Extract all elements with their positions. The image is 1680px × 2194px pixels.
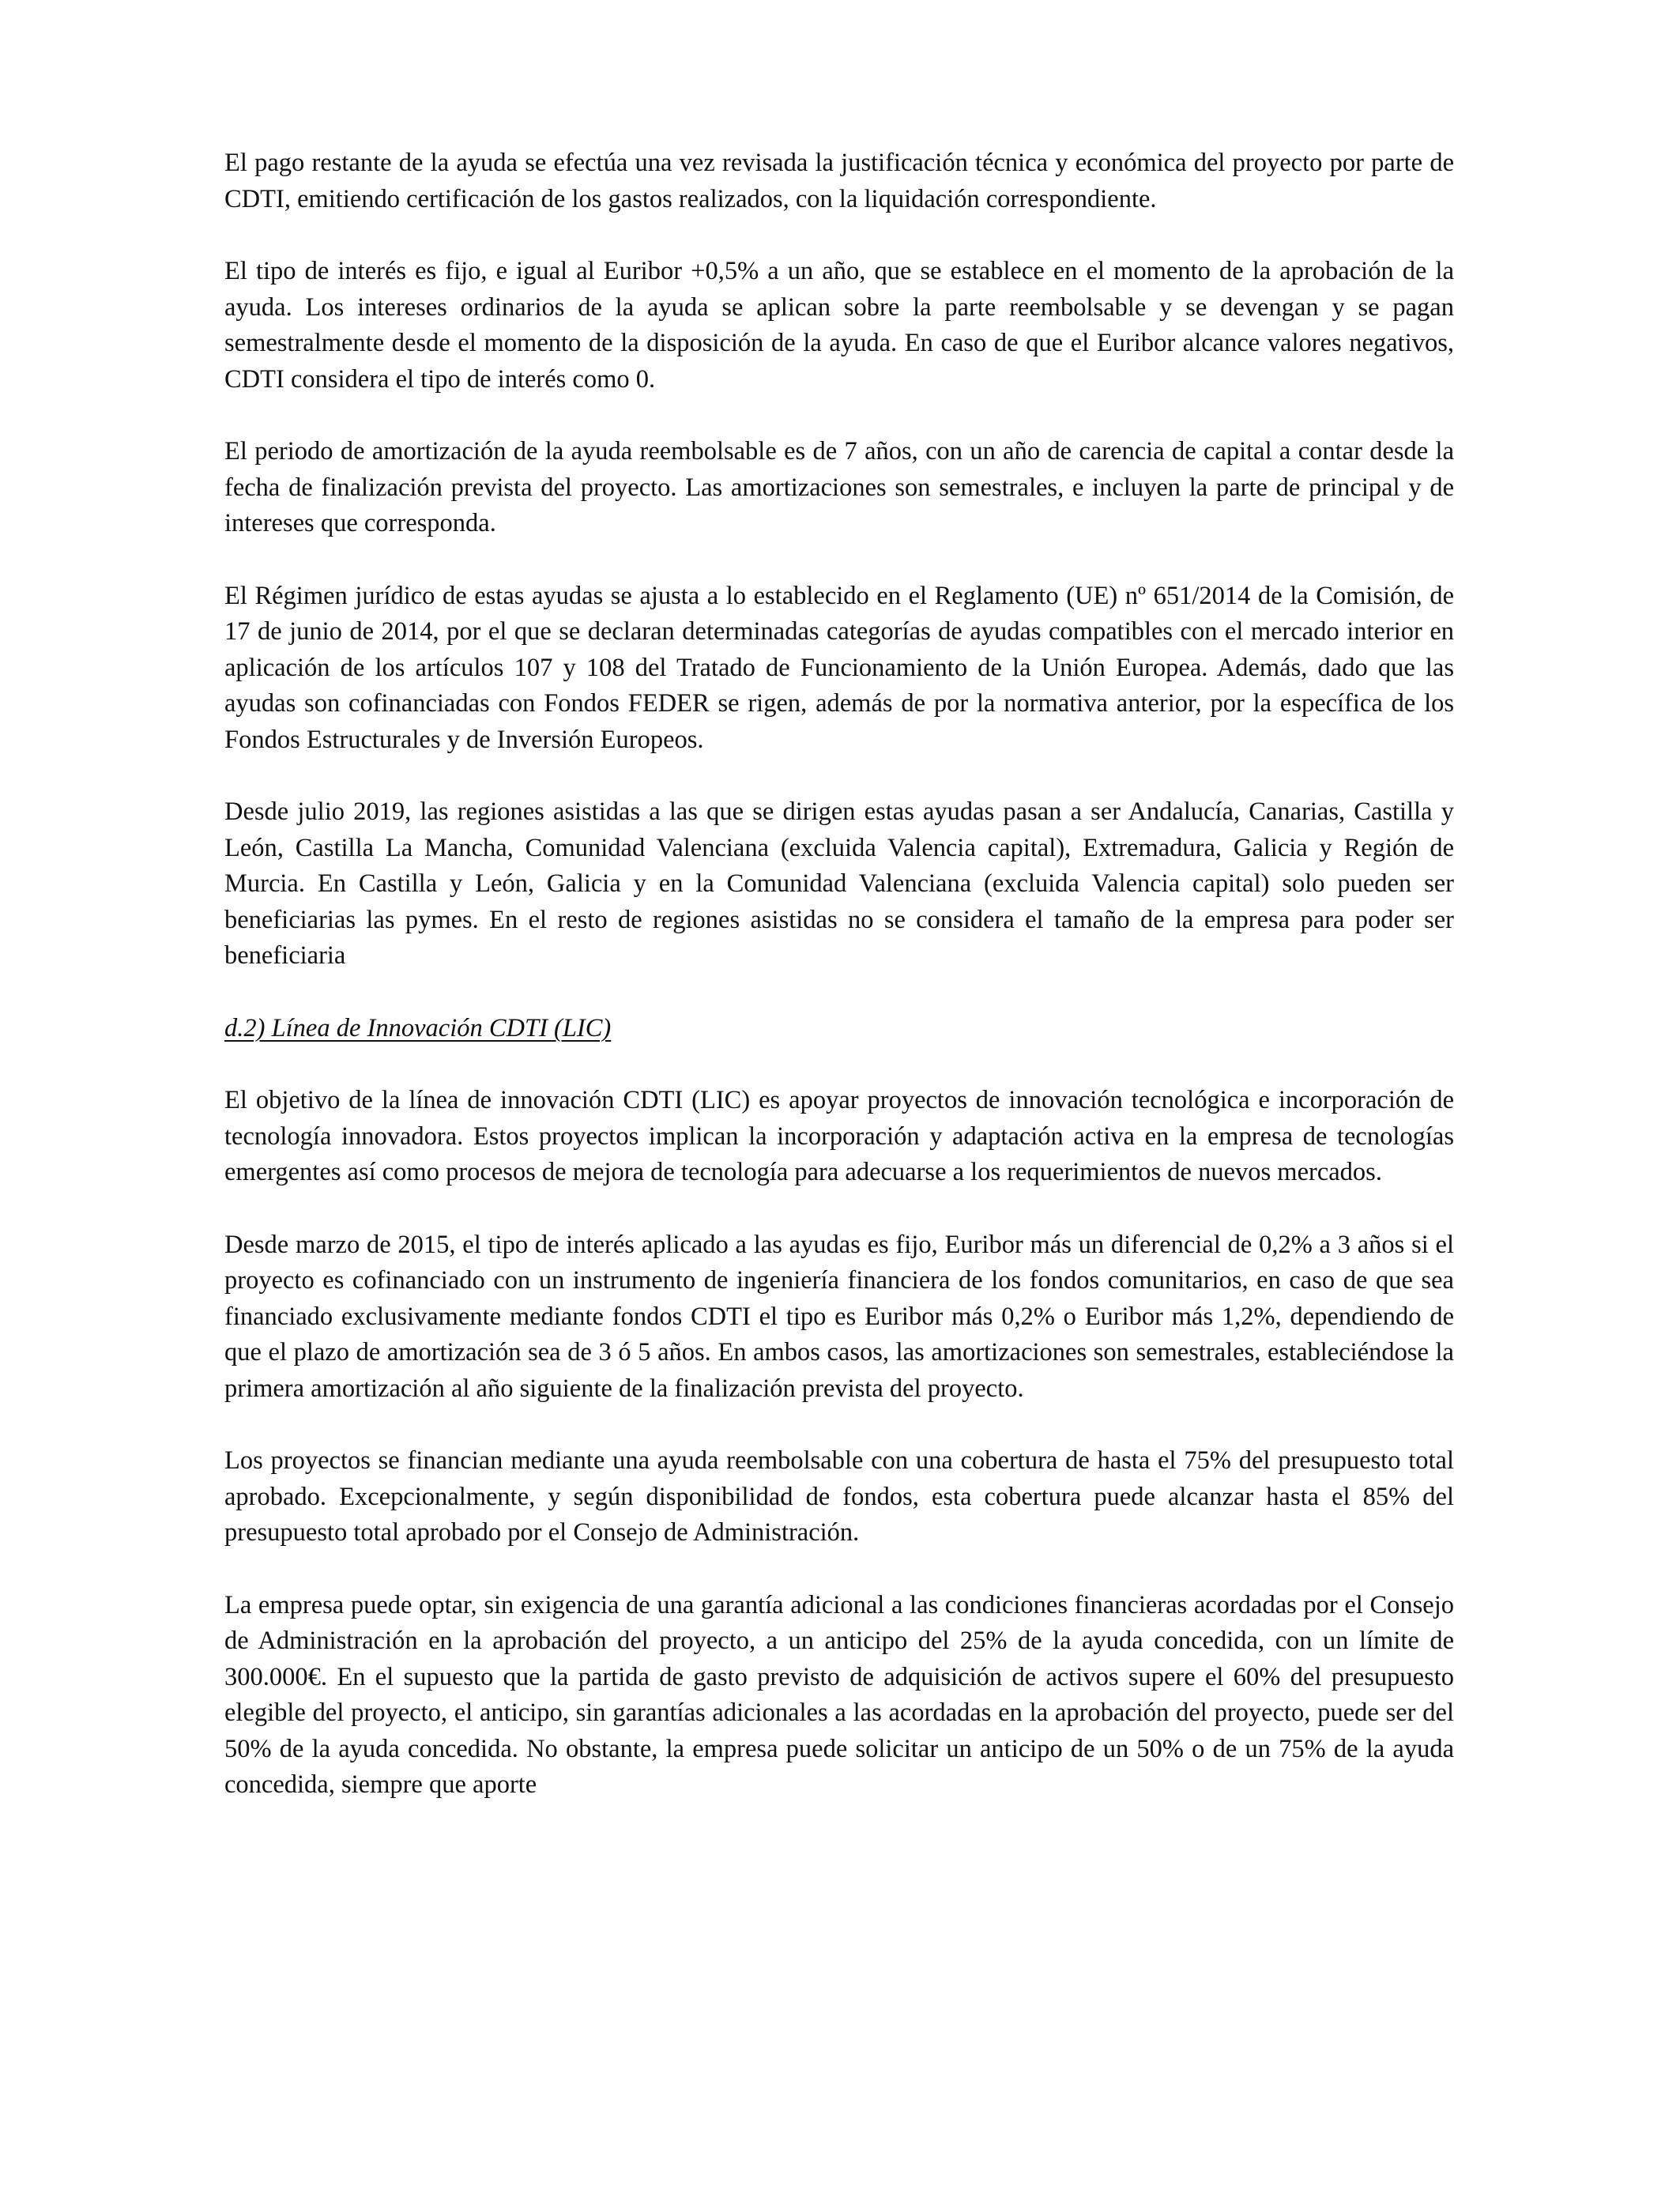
paragraph-pago-restante: El pago restante de la ayuda se efectúa una vez revisada la justificación técnica y económica del proyecto por parte de CDTI, emitiendo certificación de los gastos realizados, con la liquidación correspondiente.	[224, 149, 1454, 213]
paragraph-regimen-juridico: El Régimen jurídico de estas ayudas se ajusta a lo establecido en el Reglamento (UE) nº 651/2014 de la Comisión, de 17 de junio de 2014, por el que se declaran determinadas categorías de ayudas compatibles con el mercado interior en aplicación de los artículos 107 y 108 del Tratado de Funcionamiento de la Unión Europea. Además, dado que las ayudas son cofinanciadas con Fondos FEDER se rigen, además de por la normativa anterior, por la específica de los Fondos Estructurales y de Inversión Europeos.	[224, 581, 1454, 754]
paragraph-tipo-interes-lic: Desde marzo de 2015, el tipo de interés aplicado a las ayudas es fijo, Euribor más un diferencial de 0,2% a 3 años si el proyecto es cofinanciado con un instrumento de ingeniería financiera de los fondos comunitarios, en caso de que sea financiado exclusivamente mediante fondos CDTI el tipo es Euribor más 0,2% o Euribor más 1,2%, dependiendo de que el plazo de amortización sea de 3 ó 5 años. En ambos casos, las amortizaciones son semestrales, estableciéndose la primera amortización al año siguiente de la finalización prevista del proyecto.	[224, 1230, 1454, 1403]
section-heading-linea-innovacion: d.2) Línea de Innovación CDTI (LIC)	[224, 1013, 612, 1042]
paragraph-financiacion-proyectos: Los proyectos se financian mediante una ayuda reembolsable con una cobertura de hasta el 75% del presupuesto total aprobado. Excepcionalmente, y según disponibilidad de fondos, esta cobertura puede alcanzar hasta el 85% del presupuesto total aprobado por el Consejo de Administración.	[224, 1446, 1454, 1547]
paragraph-objetivo-lic: El objetivo de la línea de innovación CDTI (LIC) es apoyar proyectos de innovación tecnológica e incorporación de tecnología innovadora. Estos proyectos implican la incorporación y adaptación activa en la empresa de tecnologías emergentes así como procesos de mejora de tecnología para adecuarse a los requerimientos de nuevos mercados.	[224, 1086, 1454, 1186]
paragraph-anticipo: La empresa puede optar, sin exigencia de una garantía adicional a las condiciones financieras acordadas por el Consejo de Administración en la aprobación del proyecto, a un anticipo del 25% de la ayuda concedida, con un límite de 300.000€. En el supuesto que la partida de gasto previsto de adquisición de activos supere el 60% del presupuesto elegible del proyecto, el anticipo, sin garantías adicionales a las acordadas en la aprobación del proyecto, puede ser del 50% de la ayuda concedida. No obstante, la empresa puede solicitar un anticipo de un 50% o de un 75% de la ayuda concedida, siempre que aporte	[224, 1590, 1454, 1799]
paragraph-regiones-asistidas: Desde julio 2019, las regiones asistidas a las que se dirigen estas ayudas pasan a ser Andalucía, Canarias, Castilla y León, Castilla La Mancha, Comunidad Valenciana (excluida Valencia capital), Extremadura, Galicia y Región de Murcia. En Castilla y León, Galicia y en la Comunidad Valenciana (excluida Valencia capital) solo pueden ser beneficiarias las pymes. En el resto de regiones asistidas no se considera el tamaño de la empresa para poder ser beneficiaria	[224, 797, 1454, 970]
paragraph-tipo-interes: El tipo de interés es fijo, e igual al Euribor +0,5% a un año, que se establece en el momento de la aprobación de la ayuda. Los intereses ordinarios de la ayuda se aplican sobre la parte reembolsable y se devengan y se pagan semestralmente desde el momento de la disposición de la ayuda. En caso de que el Euribor alcance valores negativos, CDTI considera el tipo de interés como 0.	[224, 257, 1454, 394]
paragraph-periodo-amortizacion: El periodo de amortización de la ayuda reembolsable es de 7 años, con un año de carencia de capital a contar desde la fecha de finalización prevista del proyecto. Las amortizaciones son semestrales, e incluyen la parte de principal y de intereses que corresponda.	[224, 437, 1454, 537]
document-page	[224, 145, 1454, 1804]
